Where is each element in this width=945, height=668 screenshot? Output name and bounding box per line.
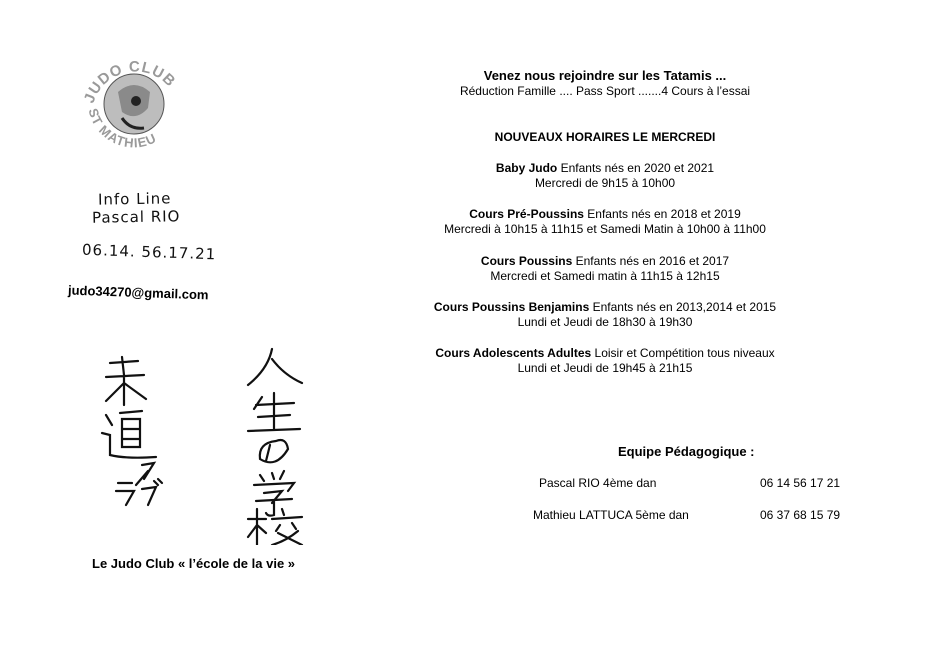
course-time: Lundi et Jeudi de 19h45 à 21h15	[517, 361, 693, 375]
calligraphy-school-of-life-icon	[240, 345, 310, 545]
course-detail: Enfants nés en 2016 et 2017	[572, 254, 730, 268]
headline: Venez nous rejoindre sur les Tatamis ...	[483, 68, 727, 83]
judo-club-emblem-icon	[78, 48, 190, 160]
info-line-label: Info Line	[97, 189, 172, 209]
calligraphy-judo-club-icon	[96, 355, 166, 515]
info-phone: 06.14. 56.17.21	[81, 240, 217, 264]
team-member-name: Mathieu LATTUCA 5ème dan	[533, 508, 689, 522]
course-detail: Enfants nés en 2018 et 2019	[583, 207, 741, 221]
club-motto: Le Judo Club « l’école de la vie »	[92, 556, 296, 571]
course-pre-poussins	[395, 207, 815, 237]
course-time: Lundi et Jeudi de 18h30 à 19h30	[517, 315, 693, 329]
team-member-phone: 06 37 68 15 79	[760, 508, 841, 522]
course-adolescents-adultes	[395, 346, 815, 376]
course-time: Mercredi et Samedi matin à 11h15 à 12h15	[490, 269, 720, 283]
course-time: Mercredi de 9h15 à 10h00	[534, 176, 676, 190]
course-time: Mercredi à 10h15 à 11h15 et Samedi Matin à 10h00 à 11h00	[444, 222, 766, 236]
team-member-phone: 06 14 56 17 21	[760, 476, 841, 490]
course-name: Cours Poussins	[480, 254, 573, 268]
logo-bottom-text: ST MATHIEU	[85, 106, 159, 151]
info-email: judo34270@gmail.com	[67, 282, 209, 303]
course-baby-judo	[395, 161, 815, 191]
course-detail: Enfants nés en 2020 et 2021	[557, 161, 715, 175]
course-name: Cours Pré-Poussins	[469, 207, 584, 221]
team-member-name: Pascal RIO 4ème dan	[539, 476, 657, 490]
course-detail: Loisir et Compétition tous niveaux	[591, 346, 775, 360]
subline: Réduction Famille .... Pass Sport .......4 Cours à l’essai	[459, 84, 751, 98]
course-poussins	[395, 254, 815, 284]
course-poussins-benjamins	[395, 300, 815, 330]
schedule-title: NOUVEAUX HORAIRES LE MERCREDI	[494, 130, 716, 144]
team-title: Equipe Pédagogique :	[618, 444, 755, 459]
logo-top-text: JUDO CLUB	[80, 58, 180, 106]
course-name: Cours Adolescents Adultes	[435, 346, 592, 360]
course-detail: Enfants nés en 2013,2014 et 2015	[589, 300, 777, 314]
info-contact-name: Pascal RIO	[91, 207, 181, 227]
course-name: Cours Poussins Benjamins	[433, 300, 590, 314]
course-name: Baby Judo	[495, 161, 558, 175]
